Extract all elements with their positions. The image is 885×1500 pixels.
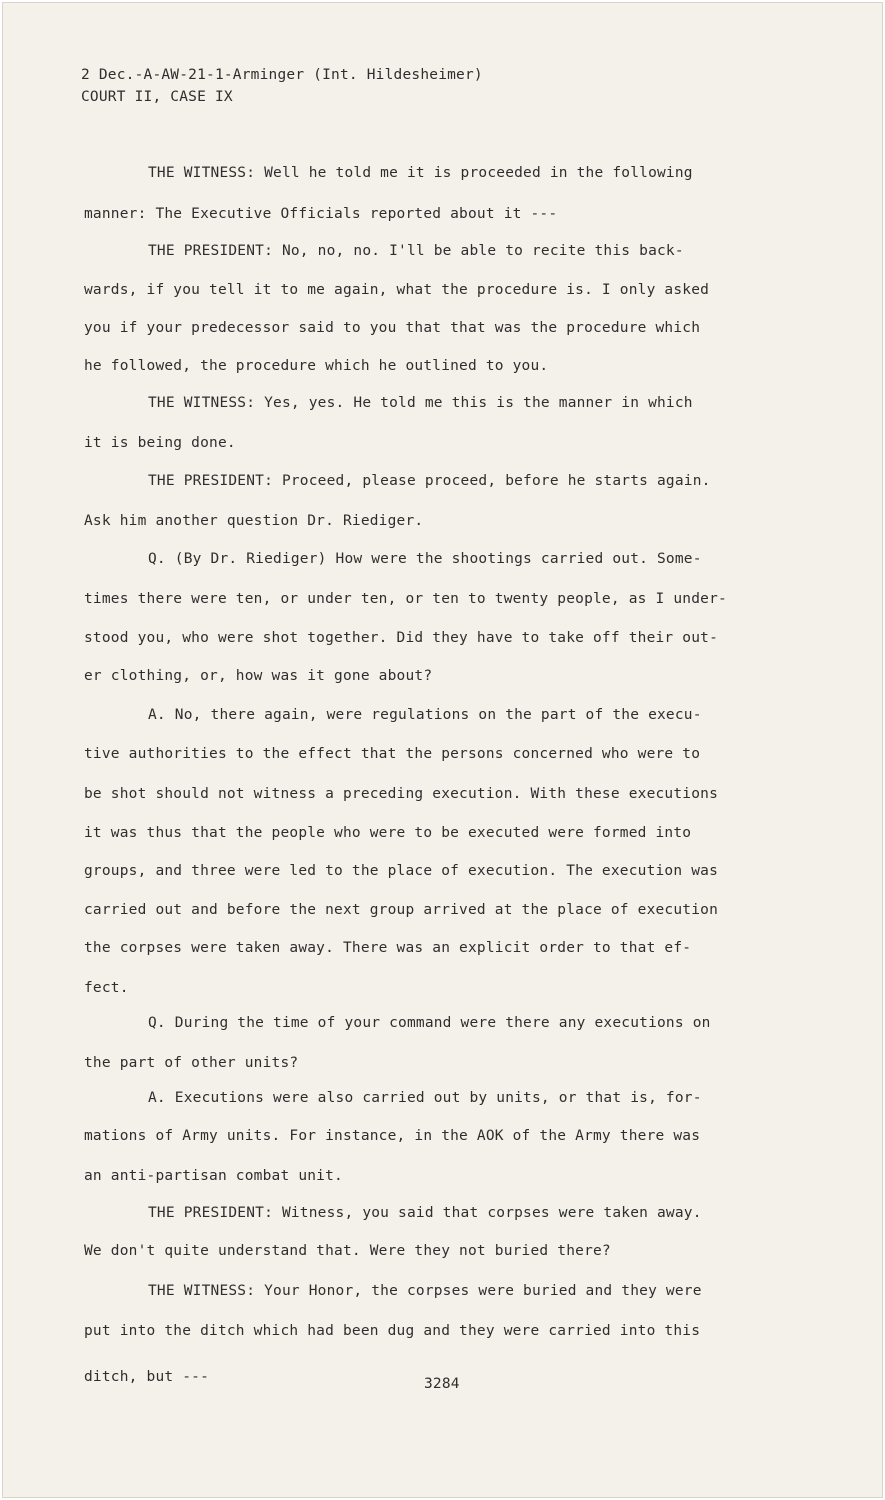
transcript-line: fect. <box>84 980 129 996</box>
transcript-line: Q. (By Dr. Riediger) How were the shootings carried out. Some- <box>148 551 702 567</box>
transcript-line: THE WITNESS: Yes, yes. He told me this is the manner in which <box>148 395 693 411</box>
transcript-line: be shot should not witness a preceding execution. With these executions <box>84 786 719 802</box>
transcript-line: put into the ditch which had been dug and they were carried into this <box>84 1323 701 1339</box>
page-number: 3284 <box>424 1376 460 1392</box>
transcript-line: A. No, there again, were regulations on the part of the execu- <box>148 707 702 723</box>
transcript-line: Ask him another question Dr. Riediger. <box>84 513 424 529</box>
document-header-case-line: 2 Dec.-A-AW-21-1-Arminger (Int. Hildesheimer) <box>81 67 483 83</box>
transcript-line: wards, if you tell it to me again, what the procedure is. I only asked <box>84 282 710 298</box>
transcript-line: manner: The Executive Officials reported about it --- <box>84 206 558 222</box>
transcript-line: it is being done. <box>84 435 236 451</box>
transcript-line: the part of other units? <box>84 1055 299 1071</box>
transcript-line: carried out and before the next group arrived at the place of execution <box>84 902 719 918</box>
transcript-line: groups, and three were led to the place of execution. The execution was <box>84 863 719 879</box>
transcript-line: tive authorities to the effect that the persons concerned who were to <box>84 746 701 762</box>
document-page <box>2 2 883 1498</box>
transcript-line: stood you, who were shot together. Did they have to take off their out- <box>84 630 719 646</box>
transcript-line: times there were ten, or under ten, or ten to twenty people, as I under- <box>84 591 727 607</box>
transcript-line: THE PRESIDENT: No, no, no. I'll be able to recite this back- <box>148 243 684 259</box>
transcript-line: A. Executions were also carried out by units, or that is, for- <box>148 1090 702 1106</box>
transcript-line: he followed, the procedure which he outlined to you. <box>84 358 549 374</box>
document-header-court-line: COURT II, CASE IX <box>81 89 233 105</box>
transcript-line: the corpses were taken away. There was an explicit order to that ef- <box>84 940 692 956</box>
transcript-line: er clothing, or, how was it gone about? <box>84 668 433 684</box>
transcript-line: We don't quite understand that. Were they not buried there? <box>84 1243 611 1259</box>
transcript-line: Q. During the time of your command were there any executions on <box>148 1015 711 1031</box>
transcript-line: THE WITNESS: Well he told me it is proceeded in the following <box>148 165 693 181</box>
transcript-line: ditch, but --- <box>84 1369 210 1385</box>
transcript-line: THE WITNESS: Your Honor, the corpses were buried and they were <box>148 1283 702 1299</box>
transcript-line: an anti-partisan combat unit. <box>84 1168 343 1184</box>
transcript-line: THE PRESIDENT: Witness, you said that corpses were taken away. <box>148 1205 702 1221</box>
transcript-line: it was thus that the people who were to be executed were formed into <box>84 825 692 841</box>
transcript-line: THE PRESIDENT: Proceed, please proceed, before he starts again. <box>148 473 711 489</box>
transcript-line: you if your predecessor said to you that that was the procedure which <box>84 320 701 336</box>
transcript-line: mations of Army units. For instance, in the AOK of the Army there was <box>84 1128 701 1144</box>
